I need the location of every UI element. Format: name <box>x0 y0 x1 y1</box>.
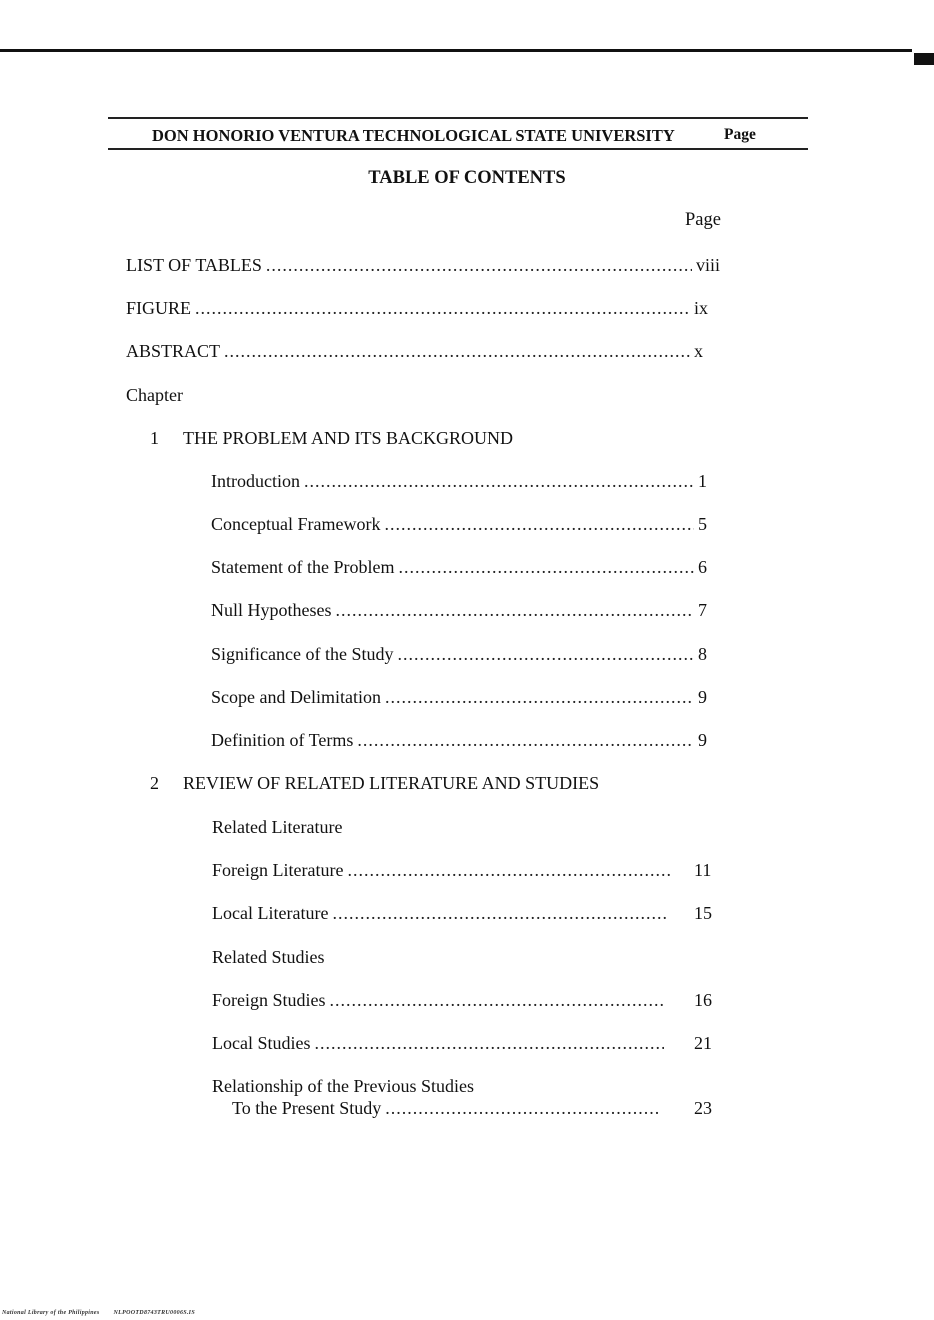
related-literature-heading: Related Literature <box>212 817 343 837</box>
header-page-label: Page <box>724 126 756 143</box>
dot-leader <box>397 643 694 665</box>
toc-entry-label: Null Hypotheses <box>211 600 332 620</box>
toc-entry-page: 1 <box>698 471 707 491</box>
chapter1-title[interactable]: THE PROBLEM AND ITS BACKGROUND <box>183 428 514 448</box>
toc-entry-page: 15 <box>694 903 712 923</box>
chapter2-title[interactable]: REVIEW OF RELATED LITERATURE AND STUDIES <box>183 773 600 793</box>
dot-leader <box>347 859 672 881</box>
dot-leader <box>304 470 694 492</box>
toc-entry-label: ABSTRACT <box>126 341 221 361</box>
toc-entry-introduction[interactable] <box>211 470 708 492</box>
toc-entry-page: 9 <box>698 730 707 750</box>
toc-title: TABLE OF CONTENTS <box>368 168 566 188</box>
toc-entry-page: 7 <box>698 600 707 620</box>
toc-entry-page: 9 <box>698 687 707 707</box>
toc-entry-label: Statement of the Problem <box>211 557 395 577</box>
toc-entry-local-literature[interactable] <box>212 902 672 924</box>
toc-entry-label: FIGURE <box>126 298 192 318</box>
toc-entry-page: 11 <box>694 860 712 880</box>
toc-entry-label: Conceptual Framework <box>211 514 381 534</box>
footer-library: National Library of the Philippines <box>2 1310 100 1316</box>
dot-leader <box>224 340 690 362</box>
toc-entry-page: ix <box>693 298 708 318</box>
dot-leader <box>398 556 694 578</box>
dot-leader <box>384 513 694 535</box>
toc-entry-definition-of-terms[interactable] <box>211 729 708 751</box>
dot-leader <box>330 989 666 1011</box>
scan-footer <box>2 1310 195 1316</box>
university-name: DON HONORIO VENTURA TECHNOLOGICAL STATE UNIVERSITY <box>152 126 675 145</box>
toc-entry-page: viii <box>695 255 720 275</box>
toc-entry-relationship-line2[interactable] <box>232 1097 665 1119</box>
toc-entry-label: Significance of the Study <box>211 644 394 664</box>
toc-entry-label: LIST OF TABLES <box>126 255 262 275</box>
header-rule-bottom <box>108 148 808 150</box>
dot-leader <box>385 686 694 708</box>
dot-leader <box>385 1097 661 1119</box>
dot-leader <box>266 254 692 276</box>
toc-entry-label: Local Studies <box>212 1033 311 1053</box>
toc-entry-figure[interactable] <box>126 297 708 319</box>
toc-entry-label: Definition of Terms <box>211 730 354 750</box>
toc-entry-label: Scope and Delimitation <box>211 687 381 707</box>
toc-entry-page: 5 <box>698 514 707 534</box>
toc-entry-page: 8 <box>698 644 707 664</box>
toc-entry-label: Introduction <box>211 471 300 491</box>
toc-entry-relationship-line1[interactable]: Relationship of the Previous Studies <box>212 1076 474 1096</box>
toc-entry-scope-delimitation[interactable] <box>211 686 708 708</box>
chapter2-number: 2 <box>150 773 159 793</box>
toc-entry-page: 16 <box>694 990 712 1010</box>
dot-leader <box>336 599 695 621</box>
footer-code: NLPOOTD8743TRU0006S.IS <box>113 1310 195 1316</box>
toc-entry-significance[interactable] <box>211 643 708 665</box>
scan-top-border <box>0 49 912 52</box>
toc-entry-page: x <box>694 341 703 361</box>
dot-leader <box>195 297 690 319</box>
header-rule-top <box>108 117 808 119</box>
toc-entry-page: 21 <box>694 1033 712 1053</box>
toc-entry-page: 6 <box>698 557 707 577</box>
dot-leader <box>332 902 668 924</box>
toc-entry-conceptual-framework[interactable] <box>211 513 708 535</box>
toc-entry-abstract[interactable] <box>126 340 704 362</box>
toc-entry-list-of-tables[interactable] <box>126 254 720 276</box>
dot-leader <box>357 729 694 751</box>
toc-entry-null-hypotheses[interactable] <box>211 599 708 621</box>
toc-entry-page: 23 <box>694 1098 712 1118</box>
toc-entry-label: Local Literature <box>212 903 329 923</box>
toc-entry-foreign-literature[interactable] <box>212 859 676 881</box>
dot-leader <box>314 1032 664 1054</box>
chapter-label: Chapter <box>126 385 183 405</box>
toc-entry-label: Foreign Studies <box>212 990 326 1010</box>
toc-entry-foreign-studies[interactable] <box>212 989 670 1011</box>
toc-entry-label: To the Present Study <box>232 1098 382 1118</box>
toc-entry-label: Foreign Literature <box>212 860 344 880</box>
chapter1-number: 1 <box>150 428 159 448</box>
related-studies-heading: Related Studies <box>212 947 325 967</box>
scan-corner-mark <box>914 53 934 65</box>
page-column-label: Page <box>685 210 721 230</box>
toc-entry-local-studies[interactable] <box>212 1032 668 1054</box>
toc-entry-statement-of-problem[interactable] <box>211 556 708 578</box>
